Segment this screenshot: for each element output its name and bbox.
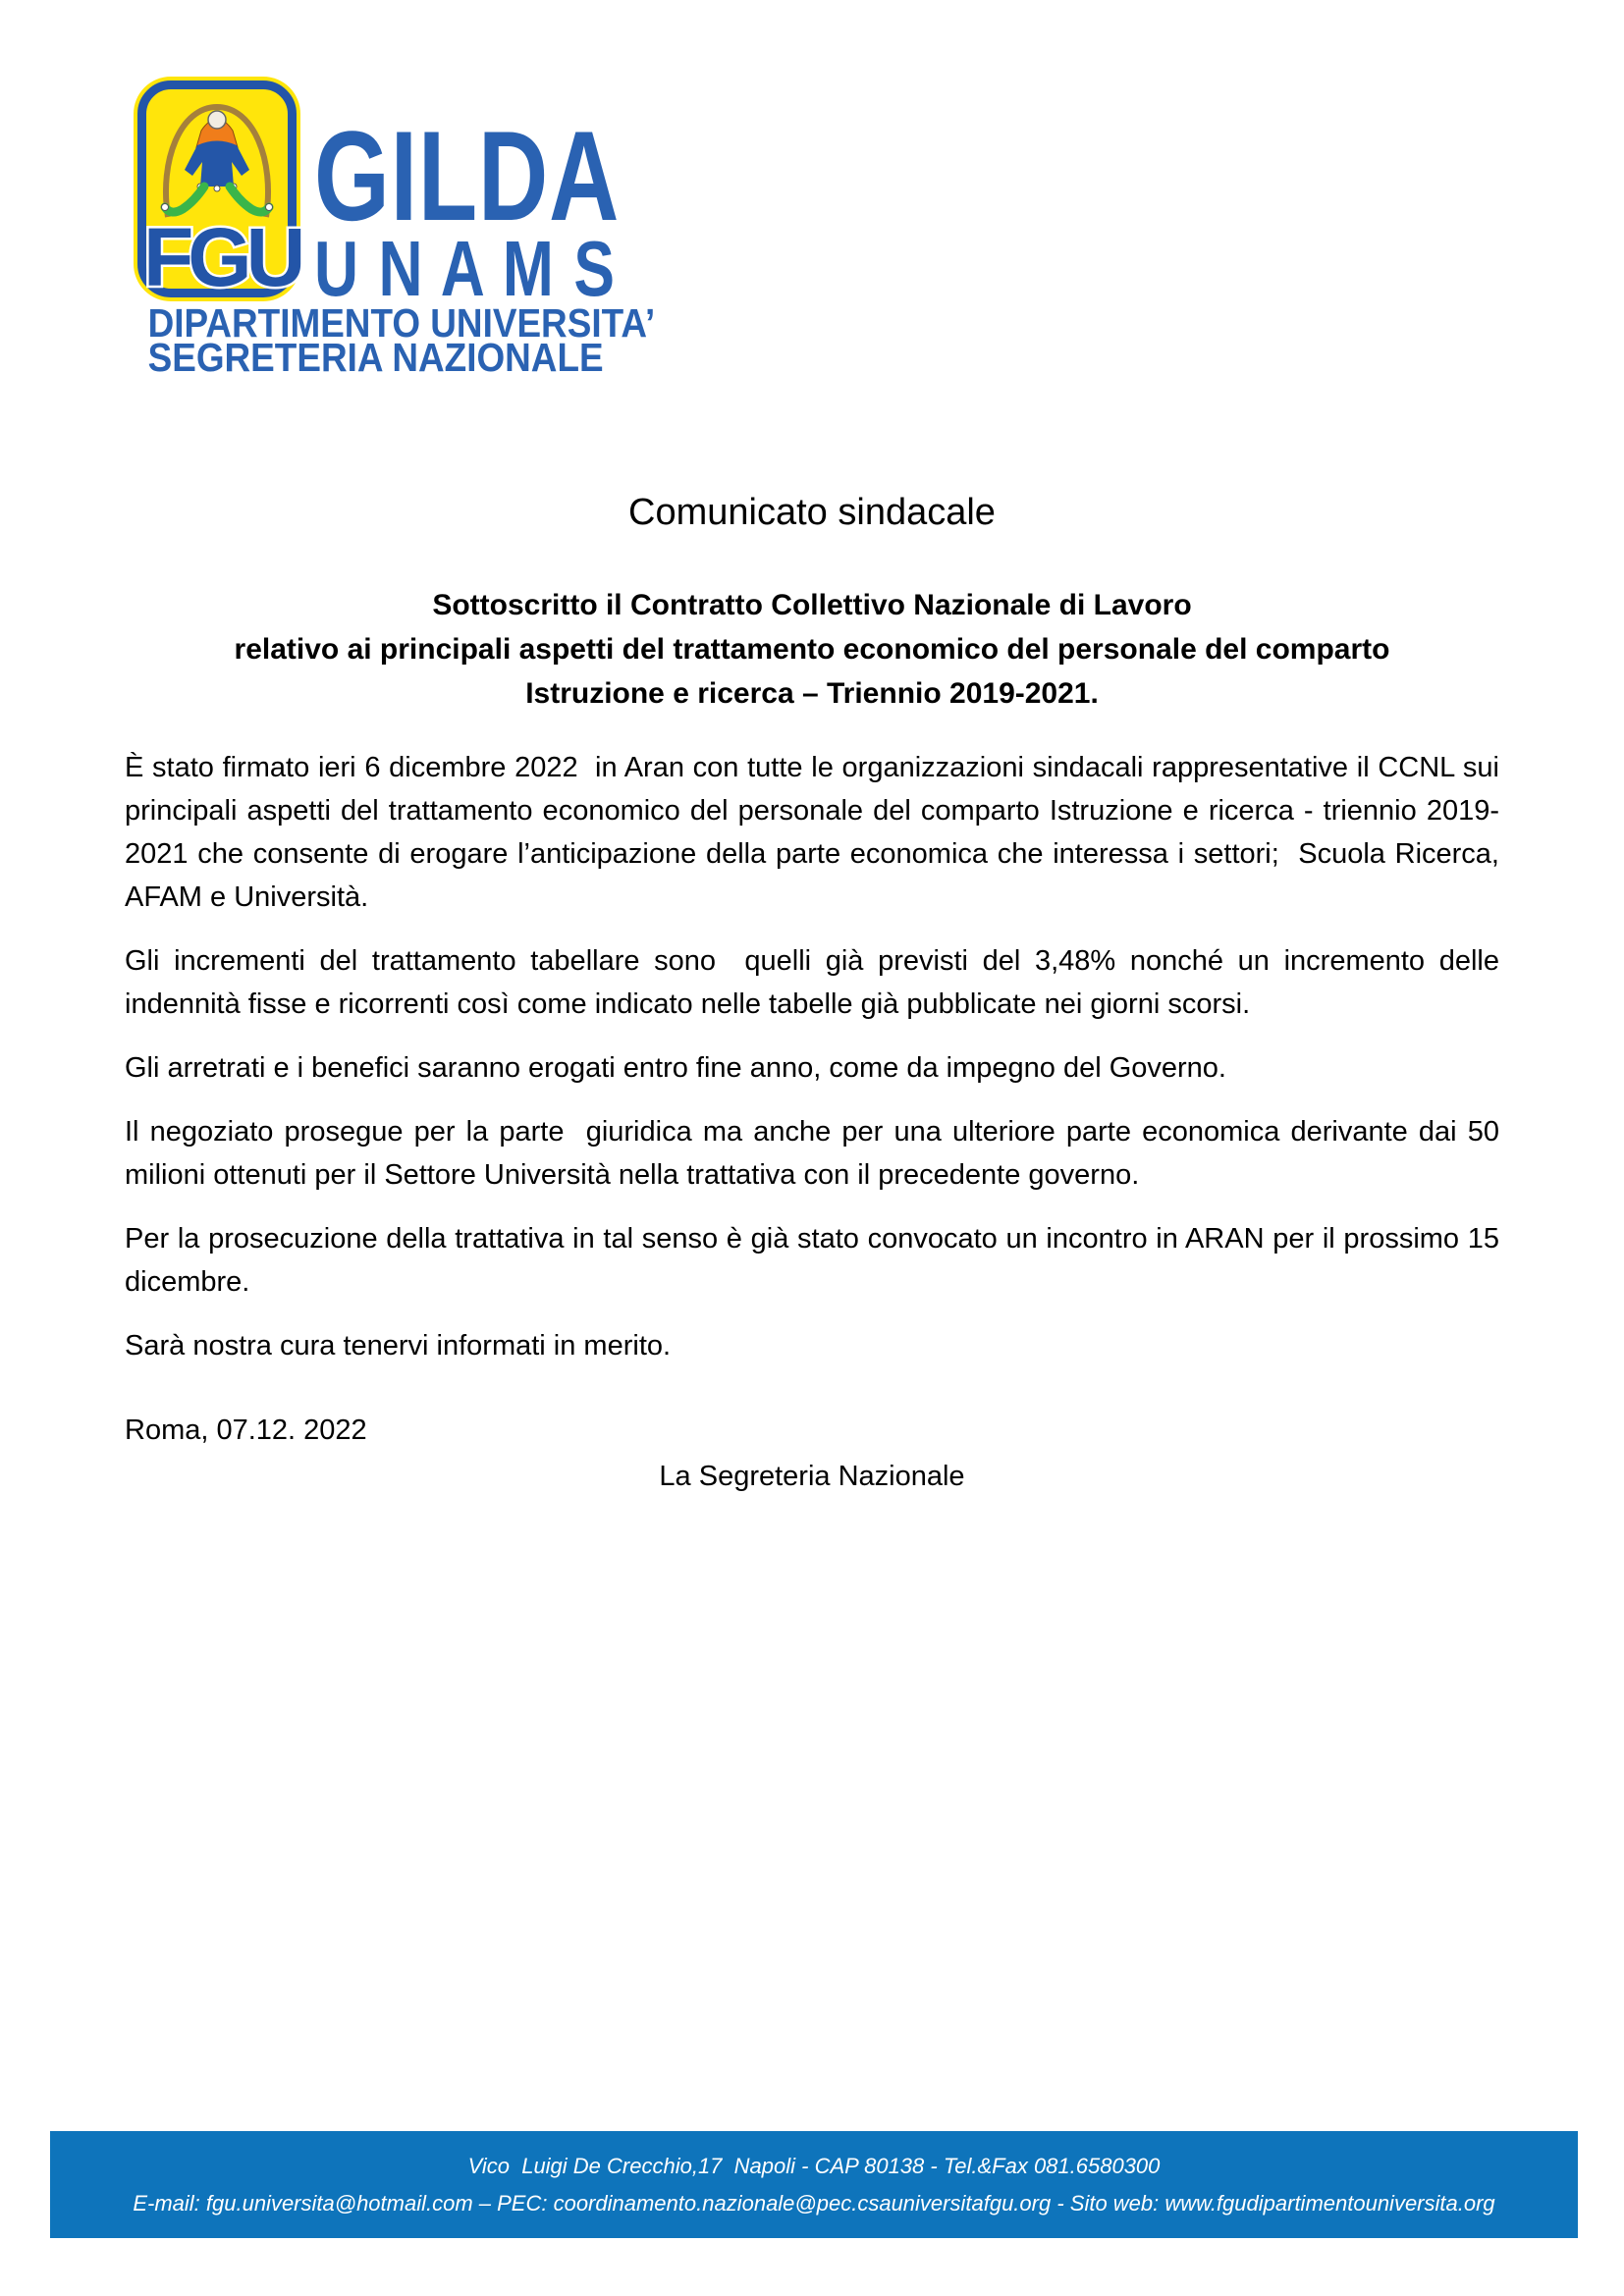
body-paragraph: Sarà nostra cura tenervi informati in merito. xyxy=(125,1330,672,1362)
date-line: Roma, 07.12. 2022 xyxy=(125,1415,367,1446)
body-paragraph: Gli incrementi del trattamento tabellare sono quelli già previsti del 3,48% nonché un incremento delle indennità fisse e ricorrenti così come indicato nelle tabelle già pubblicate nei giorni scorsi. xyxy=(125,945,1508,1020)
heading-line-2: relativo ai principali aspetti del trattamento economico del personale del comparto xyxy=(234,633,1390,666)
footer-address-line: Vico Luigi De Crecchio,17 Napoli - CAP 80138 - Tel.&Fax 081.6580300 xyxy=(467,2154,1161,2178)
dept-line-2: SEGRETERIA NAZIONALE xyxy=(147,335,604,380)
dept-line-1: DIPARTIMENTO UNIVERSITA’ xyxy=(147,300,656,346)
document-heading xyxy=(0,583,1624,716)
fgu-text: FGU xyxy=(143,211,300,303)
heading-line-1: Sottoscritto il Contratto Collettivo Nazionale di Lavoro xyxy=(432,589,1192,621)
heading-line-3: Istruzione e ricerca – Triennio 2019-2021. xyxy=(525,677,1099,710)
footer-contacts-line: E-mail: fgu.universita@hotmail.com – PEC: coordinamento.nazionale@pec.csauniversitafgu.org - Sito web: www.fgudipartimentouniversita.org xyxy=(133,2191,1495,2216)
fgu-acronym xyxy=(141,209,318,307)
gilda-text: GILDA xyxy=(314,104,621,247)
body-paragraph: Gli arretrati e i benefici saranno erogati entro fine anno, come da impegno del Governo. xyxy=(125,1052,1226,1084)
body-paragraph: Il negoziato prosegue per la parte giuridica ma anche per una ulteriore parte economica derivante dai 50 milioni ottenuti per il Settore Università nella trattativa con il precedente governo. xyxy=(125,1116,1508,1191)
document-body xyxy=(125,746,1508,1498)
footer-bar xyxy=(50,2131,1578,2238)
logo-department-block xyxy=(126,300,656,380)
body-paragraph: È stato firmato ieri 6 dicembre 2022 in Aran con tutte le organizzazioni sindacali rappresentative il CCNL sui principali aspetti del trattamento economico del personale del comparto Istruzione e ricerca - triennio 2019-2021 che consente di erogare l’anticipazione della parte economica che interessa i settori; Scuola Ricerca, AFAM e Università. xyxy=(125,752,1508,913)
signature-line: La Segreteria Nazionale xyxy=(659,1461,965,1492)
jester-figure-icon xyxy=(143,91,291,224)
unams-text: U N A M S xyxy=(314,225,617,312)
body-paragraph: Per la prosecuzione della trattativa in tal senso è già stato convocato un incontro in ARAN per il prossimo 15 dicembre. xyxy=(125,1223,1508,1298)
document-title: Comunicato sindacale xyxy=(628,492,996,533)
